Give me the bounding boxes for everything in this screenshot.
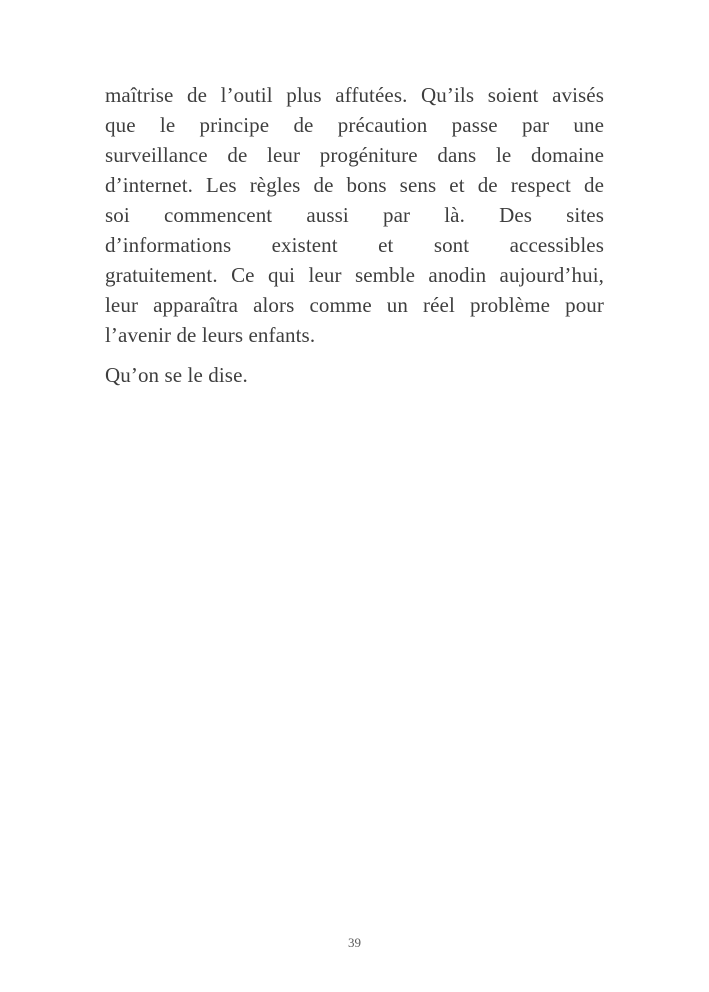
text-line: d’informations existent et sont accessibles <box>105 233 604 257</box>
text-line: gratuitement. Ce qui leur semble anodin aujourd’hui, <box>105 263 604 287</box>
body-text <box>105 80 604 390</box>
text-line: maîtrise de l’outil plus affutées. Qu’ils soient avisés <box>105 83 604 107</box>
paragraph-2 <box>105 360 604 390</box>
text-line: l’avenir de leurs enfants. <box>105 323 316 347</box>
text-line: d’internet. Les règles de bons sens et de respect de <box>105 173 604 197</box>
page-number: 39 <box>348 935 361 950</box>
text-line: Qu’on se le dise. <box>105 363 248 387</box>
text-line: soi commencent aussi par là. Des sites <box>105 203 604 227</box>
text-line: surveillance de leur progéniture dans le domaine <box>105 143 604 167</box>
paragraph-1 <box>105 80 604 350</box>
text-line: que le principe de précaution passe par une <box>105 113 604 137</box>
text-line: leur apparaîtra alors comme un réel problème pour <box>105 293 604 317</box>
